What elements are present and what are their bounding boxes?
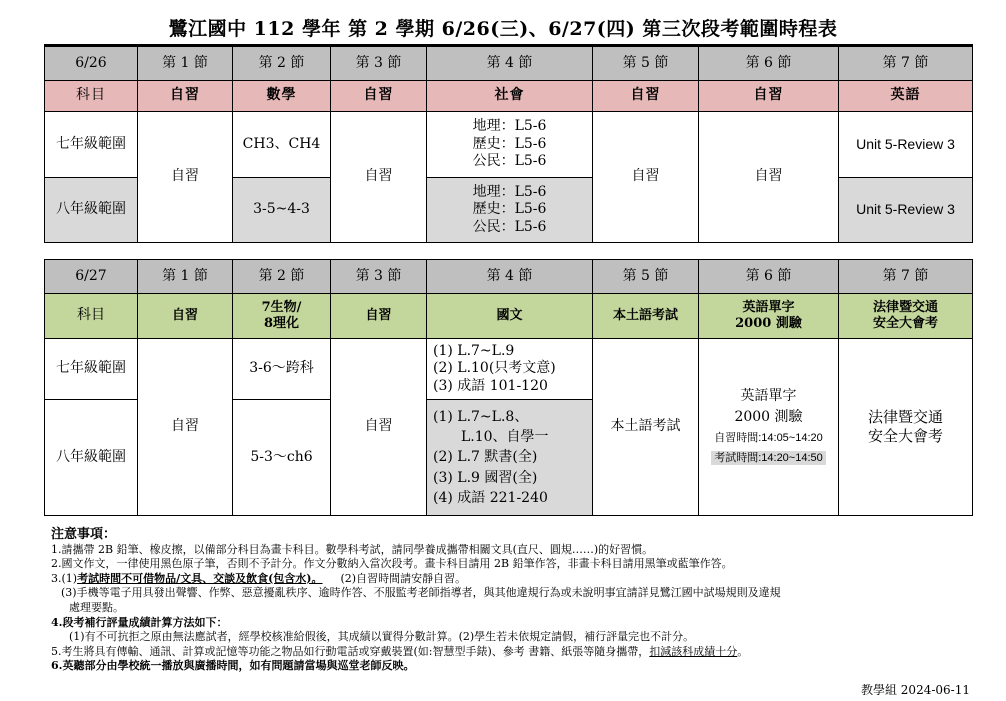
subject-p2 [233, 294, 331, 339]
grade7-label: 七年級範圍 [45, 339, 138, 400]
p4-g8-range [427, 400, 593, 516]
period-header-row [45, 260, 973, 294]
subject-line: 英語單字 [742, 299, 795, 315]
p2-g8-range: 3-5~4-3 [233, 178, 331, 243]
subject-label: 科目 [45, 81, 138, 112]
p4-g7-range [427, 112, 593, 178]
subject-p4: 社會 [427, 81, 593, 112]
p2-g7-range: 3-6～跨科 [233, 339, 331, 400]
exam-time: 考試時間:14:20~14:50 [711, 451, 826, 465]
schedule-table-day2 [44, 259, 973, 516]
range-line: 2000 測驗 [734, 408, 803, 425]
range-line: (2) L.7 默書(全) [433, 449, 538, 466]
grade8-label: 八年級範圍 [45, 178, 138, 243]
notes-section [51, 528, 981, 674]
subject-p4: 國文 [427, 294, 593, 339]
period-1-header: 第 1 節 [138, 260, 233, 294]
range-line: (1) L.7~L.8、 [433, 408, 529, 425]
period-2-header: 第 2 節 [233, 260, 331, 294]
p7-range [839, 339, 973, 516]
p4-g7-range [427, 339, 593, 400]
p4-g8-range [427, 178, 593, 243]
p3-range: 自習 [331, 339, 427, 516]
subject-line: 法律暨交通 [872, 299, 938, 315]
range-line: (4) 成語 221-240 [433, 489, 548, 506]
subject-p5: 自習 [593, 81, 699, 112]
subject-p3: 自習 [331, 294, 427, 339]
subject-p7 [839, 294, 973, 339]
notes-heading: 注意事項： [51, 527, 117, 542]
period-7-header: 第 7 節 [839, 260, 973, 294]
range-line: (3) 成語 101-120 [433, 377, 548, 394]
p5-range: 自習 [593, 112, 699, 243]
p7-g8-range: Unit 5-Review 3 [839, 178, 973, 243]
period-1-header: 第 1 節 [138, 46, 233, 81]
note-3-3b: 處理要點。 [69, 600, 124, 614]
note-3-prefix: 3.(1) [51, 571, 78, 585]
p2-g7-range: CH3、CH4 [233, 112, 331, 178]
p6-range: 自習 [699, 112, 839, 243]
date-cell: 6/26 [45, 46, 138, 81]
subject-label: 科目 [45, 294, 138, 339]
period-4-header: 第 4 節 [427, 260, 593, 294]
period-5-header: 第 5 節 [593, 260, 699, 294]
subject-p1: 自習 [138, 294, 233, 339]
range-line: 英語單字 [740, 388, 797, 405]
period-6-header: 第 6 節 [699, 260, 839, 294]
period-7-header: 第 7 節 [839, 46, 973, 81]
subject-p5: 本土語考試 [593, 294, 699, 339]
range-line: 歷史：L5-6 [472, 201, 547, 218]
note-3-rest: (2)自習時間請安靜自習。 [340, 571, 467, 585]
range-line: 地理：L5-6 [472, 118, 547, 135]
grade7-label: 七年級範圍 [45, 112, 138, 178]
note-3-3a: (3)手機等電子用具發出聲響、作弊、惡意擾亂秩序、逾時作答、不服監考老師指導者，與其他違規行為或未說明事宜請詳見鷺江國中試場規則及違規 [61, 586, 781, 600]
subject-row [45, 81, 973, 112]
note-1: 1.請攜帶 2B 鉛筆、橡皮擦，以備部分科目為畫卡科目。數學科考試，請同學養成攜帶相關文具(直尺、圓規……)的好習慣。 [51, 542, 654, 556]
range-line: 公民：L5-6 [472, 218, 547, 235]
subject-p7: 英語 [839, 81, 973, 112]
grade7-row [45, 339, 973, 400]
note-5 [51, 645, 981, 660]
subject-line: 安全大會考 [872, 316, 938, 331]
range-line: L.10、自學一 [461, 429, 549, 446]
range-line: (3) L.9 國習(全) [433, 469, 538, 486]
p5-range: 本土語考試 [593, 339, 699, 516]
range-line: 法律暨交通 [867, 408, 943, 427]
subject-line: 2000 測驗 [735, 316, 802, 331]
date-cell: 6/27 [45, 260, 138, 294]
note-2: 2.國文作文，一律使用黑色原子筆，否則不予計分。作文分數納入當次段考。畫卡科目請用 2B 鉛筆作答，非畫卡科目請用黑筆或藍筆作答。 [51, 557, 733, 571]
period-header-row [45, 46, 973, 81]
range-line: (2) L.10(只考文意) [433, 360, 556, 377]
p3-range: 自習 [331, 112, 427, 243]
note-4-1: (1)有不可抗拒之原由無法應試者，經學校核准給假後，其成績以實得分數計算。(2)學生若未依規定請假，補行評量完也不計分。 [69, 630, 695, 644]
subject-p1: 自習 [138, 81, 233, 112]
subject-line: 7生物/ [261, 299, 302, 315]
subject-p2: 數學 [233, 81, 331, 112]
range-line: 歷史：L5-6 [472, 135, 547, 152]
footer-signature: 教學組 2024-06-11 [860, 683, 970, 697]
p1-range: 自習 [138, 112, 233, 243]
note-5-main: 5.考生將具有傳輸、通訊、計算或記憶等功能之物品如行動電話或穿戴裝置(如:智慧型手錶)、參考 書籍、紙張等隨身攜帶， [51, 644, 650, 658]
exam-time-wrap [701, 452, 836, 466]
range-line: 安全大會考 [867, 427, 943, 445]
study-time: 自習時間:14:05~14:20 [714, 432, 823, 445]
page-title: 鷺江國中 112 學年 第 2 學期 6/26(三)、6/27(四) 第三次段考範圍時程表 [168, 18, 838, 40]
period-6-header: 第 6 節 [699, 46, 839, 81]
p1-range: 自習 [138, 339, 233, 516]
range-line: 公民：L5-6 [472, 153, 547, 170]
note-5-underline: 扣減該科成績十分 [649, 644, 738, 658]
grade8-label: 八年級範圍 [45, 400, 138, 516]
period-5-header: 第 5 節 [593, 46, 699, 81]
grade7-row [45, 112, 973, 178]
note-6: 6.英聽部分由學校統一播放與廣播時間，如有問題請當場與巡堂老師反映。 [51, 659, 415, 673]
period-4-header: 第 4 節 [427, 46, 593, 81]
p6-range [699, 339, 839, 516]
subject-p3: 自習 [331, 81, 427, 112]
range-line: (1) L.7~L.9 [433, 342, 515, 359]
note-3-bold: 考試時間不可借物品/文具、交談及飲食(包含水)。 [77, 571, 323, 585]
subject-p6 [699, 294, 839, 339]
schedule-table-day1 [44, 44, 973, 243]
subject-p6: 自習 [699, 81, 839, 112]
range-line: 地理：L5-6 [472, 183, 547, 200]
period-3-header: 第 3 節 [331, 46, 427, 81]
note-4: 4.段考補行評量成績計算方法如下： [51, 615, 228, 629]
note-3 [51, 572, 981, 587]
subject-row [45, 294, 973, 339]
period-3-header: 第 3 節 [331, 260, 427, 294]
period-2-header: 第 2 節 [233, 46, 331, 81]
subject-line: 8理化 [263, 316, 300, 331]
p7-g7-range: Unit 5-Review 3 [839, 112, 973, 178]
note-5-end: 。 [737, 644, 749, 658]
p2-g8-range: 5-3～ch6 [233, 400, 331, 516]
